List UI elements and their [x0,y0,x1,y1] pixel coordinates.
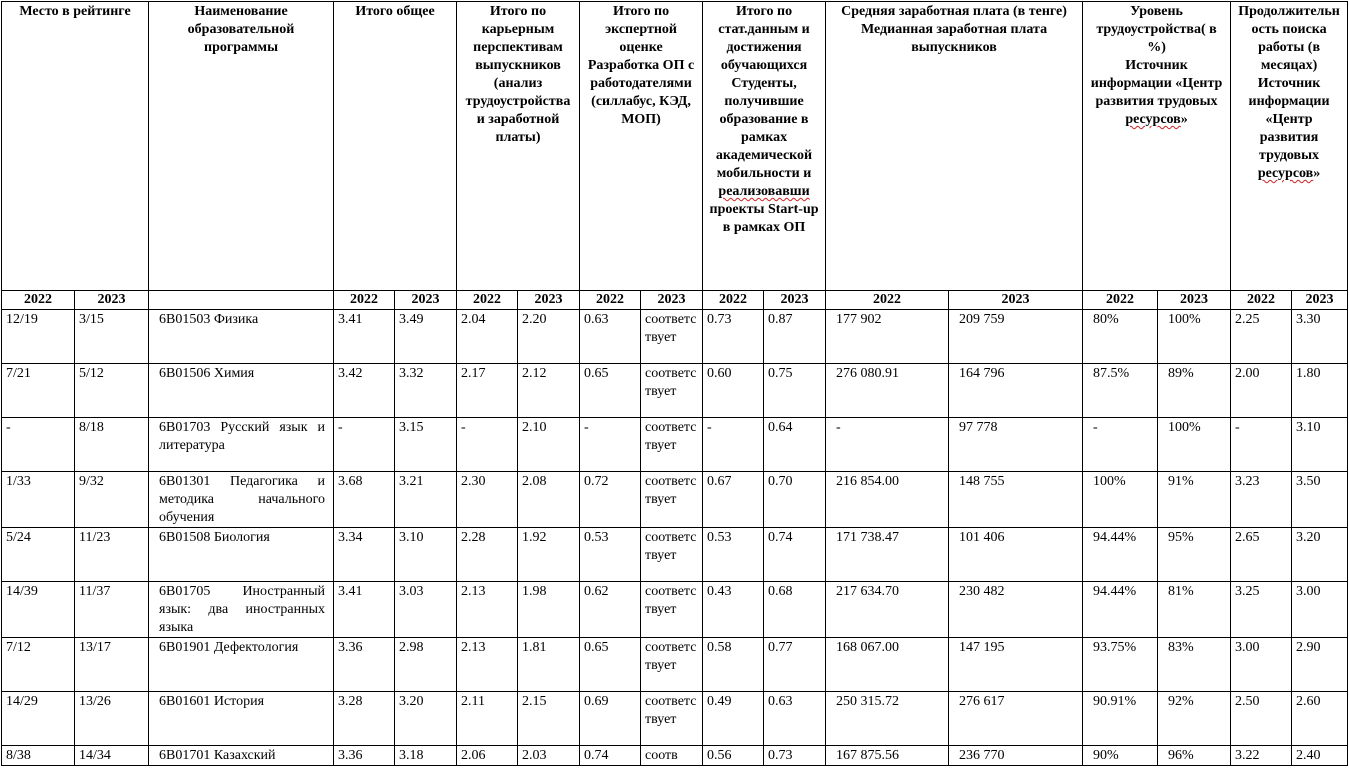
cell-search-22: 3.25 [1231,582,1292,638]
cell-employ-22: - [1083,418,1158,472]
cell-place-23: 13/26 [75,692,149,746]
header-program-name: Наименование образовательной программы [149,2,334,291]
header-stat: Итого по стат.данным и достижения обучающихся Студенты, получившие образование в рамках академической мобильности и реализовавши проекты Start-up в рамках ОП [703,2,826,291]
cell-stat-22: 0.43 [703,582,764,638]
cell-career-22: - [457,418,518,472]
cell-expert-22: 0.65 [580,364,641,418]
cell-search-23: 3.00 [1292,582,1348,638]
table-row [2,418,1348,472]
cell-employ-22: 100% [1083,472,1158,528]
cell-total-23: 3.20 [395,692,457,746]
year-header: 2022 [826,291,949,310]
cell-career-23: 1.92 [518,528,580,582]
cell-place-22: 8/38 [2,746,75,766]
cell-total-23: 2.98 [395,638,457,692]
cell-employ-23: 89% [1158,364,1231,418]
year-header: 2023 [949,291,1083,310]
cell-salary-22: 171 738.47 [826,528,949,582]
cell-total-22: 3.42 [334,364,395,418]
cell-employ-23: 92% [1158,692,1231,746]
cell-name: 6В01701 Казахский [149,746,334,766]
cell-total-22: 3.41 [334,582,395,638]
header-place: Место в рейтинге [2,2,149,291]
year-header: 2023 [1158,291,1231,310]
cell-career-23: 2.08 [518,472,580,528]
cell-employ-22: 87.5% [1083,364,1158,418]
cell-expert-22: 0.62 [580,582,641,638]
cell-employ-23: 100% [1158,310,1231,364]
cell-place-23: 13/17 [75,638,149,692]
cell-expert-23: соответствует [641,528,703,582]
cell-stat-22: 0.49 [703,692,764,746]
cell-total-22: 3.28 [334,692,395,746]
cell-name: 6В01901 Дефектология [149,638,334,692]
cell-expert-23: соответствует [641,310,703,364]
cell-employ-23: 95% [1158,528,1231,582]
cell-stat-22: - [703,418,764,472]
cell-total-22: - [334,418,395,472]
cell-place-23: 3/15 [75,310,149,364]
table-row [2,638,1348,692]
cell-search-22: 3.23 [1231,472,1292,528]
cell-stat-22: 0.73 [703,310,764,364]
table-row [2,528,1348,582]
header-job-search: Продолжительность поиска работы (в месяцах) Источник информации «Центр развития трудовых ресурсов» [1231,2,1348,291]
cell-career-23: 2.20 [518,310,580,364]
table-row [2,472,1348,528]
year-header: 2022 [580,291,641,310]
cell-salary-22: 167 875.56 [826,746,949,766]
cell-salary-22: 276 080.91 [826,364,949,418]
cell-employ-23: 91% [1158,472,1231,528]
rating-table [1,1,1348,766]
cell-place-22: 12/19 [2,310,75,364]
cell-total-22: 3.41 [334,310,395,364]
cell-salary-23: 97 778 [949,418,1083,472]
cell-career-22: 2.17 [457,364,518,418]
cell-name: 6В01703 Русский язык и литература [149,418,334,472]
cell-employ-22: 90.91% [1083,692,1158,746]
cell-stat-23: 0.73 [764,746,826,766]
cell-name: 6В01705 Иностранный язык: два иностранных языка [149,582,334,638]
table-row [2,582,1348,638]
cell-stat-22: 0.53 [703,528,764,582]
cell-expert-22: 0.74 [580,746,641,766]
cell-place-23: 14/34 [75,746,149,766]
cell-employ-23: 96% [1158,746,1231,766]
cell-employ-22: 80% [1083,310,1158,364]
header-employment: Уровень трудоустройства( в %) Источник информации «Центр развития трудовых ресурсов» [1083,2,1231,291]
cell-name: 6В01503 Физика [149,310,334,364]
cell-search-23: 3.30 [1292,310,1348,364]
cell-stat-23: 0.63 [764,692,826,746]
year-header: 2023 [1292,291,1348,310]
year-header: 2022 [457,291,518,310]
cell-search-22: 2.00 [1231,364,1292,418]
cell-expert-22: 0.63 [580,310,641,364]
cell-expert-22: 0.69 [580,692,641,746]
cell-salary-22: 168 067.00 [826,638,949,692]
cell-salary-22: 216 854.00 [826,472,949,528]
cell-search-23: 3.50 [1292,472,1348,528]
cell-stat-23: 0.68 [764,582,826,638]
cell-total-22: 3.36 [334,746,395,766]
cell-salary-23: 236 770 [949,746,1083,766]
cell-total-22: 3.34 [334,528,395,582]
cell-expert-22: 0.65 [580,638,641,692]
cell-career-22: 2.28 [457,528,518,582]
year-header: 2022 [703,291,764,310]
year-header: 2023 [395,291,457,310]
cell-employ-22: 93.75% [1083,638,1158,692]
cell-expert-23: соответствует [641,472,703,528]
cell-total-23: 3.15 [395,418,457,472]
cell-place-22: 14/29 [2,692,75,746]
header-salary: Средняя заработная плата (в тенге) Медианная заработная плата выпускников [826,2,1083,291]
year-header: 2023 [75,291,149,310]
table-row [2,364,1348,418]
cell-career-22: 2.13 [457,638,518,692]
cell-career-23: 2.10 [518,418,580,472]
cell-name: 6В01301 Педагогика и методика начального обучения [149,472,334,528]
cell-salary-22: 250 315.72 [826,692,949,746]
cell-salary-23: 230 482 [949,582,1083,638]
cell-salary-22: 217 634.70 [826,582,949,638]
empty-header-cell [149,291,334,310]
cell-career-22: 2.30 [457,472,518,528]
cell-search-22: - [1231,418,1292,472]
cell-salary-23: 147 195 [949,638,1083,692]
cell-total-23: 3.10 [395,528,457,582]
cell-career-23: 2.15 [518,692,580,746]
header-expert: Итого по экспертной оценке Разработка ОП с работодателями (силлабус, КЭД, МОП) [580,2,703,291]
cell-employ-23: 81% [1158,582,1231,638]
cell-total-23: 3.49 [395,310,457,364]
cell-stat-23: 0.77 [764,638,826,692]
cell-search-23: 2.90 [1292,638,1348,692]
cell-search-22: 3.22 [1231,746,1292,766]
cell-stat-23: 0.64 [764,418,826,472]
year-header: 2023 [764,291,826,310]
cell-search-23: 3.10 [1292,418,1348,472]
cell-place-22: 7/12 [2,638,75,692]
cell-stat-22: 0.58 [703,638,764,692]
cell-expert-23: соответствует [641,418,703,472]
cell-career-22: 2.06 [457,746,518,766]
cell-expert-23: соответствует [641,582,703,638]
cell-career-23: 1.98 [518,582,580,638]
cell-place-22: 1/33 [2,472,75,528]
cell-place-23: 11/37 [75,582,149,638]
cell-stat-23: 0.75 [764,364,826,418]
cell-stat-22: 0.60 [703,364,764,418]
cell-career-23: 2.12 [518,364,580,418]
table-row [2,746,1348,766]
cell-salary-23: 276 617 [949,692,1083,746]
cell-salary-22: - [826,418,949,472]
cell-employ-22: 94.44% [1083,582,1158,638]
table-row [2,692,1348,746]
year-header: 2022 [2,291,75,310]
cell-place-23: 5/12 [75,364,149,418]
cell-search-22: 3.00 [1231,638,1292,692]
cell-total-23: 3.18 [395,746,457,766]
cell-salary-23: 101 406 [949,528,1083,582]
cell-expert-23: соотв [641,746,703,766]
cell-expert-23: соответствует [641,638,703,692]
cell-employ-23: 100% [1158,418,1231,472]
cell-career-23: 1.81 [518,638,580,692]
cell-place-22: 5/24 [2,528,75,582]
cell-search-23: 1.80 [1292,364,1348,418]
header-career: Итого по карьерным перспективам выпускников (анализ трудоустройства и заработной платы) [457,2,580,291]
cell-total-22: 3.68 [334,472,395,528]
cell-search-23: 2.40 [1292,746,1348,766]
cell-total-23: 3.03 [395,582,457,638]
cell-expert-22: 0.72 [580,472,641,528]
cell-career-23: 2.03 [518,746,580,766]
cell-salary-23: 148 755 [949,472,1083,528]
year-header: 2023 [518,291,580,310]
cell-employ-22: 94.44% [1083,528,1158,582]
cell-place-23: 8/18 [75,418,149,472]
cell-employ-23: 83% [1158,638,1231,692]
cell-career-22: 2.11 [457,692,518,746]
cell-career-22: 2.13 [457,582,518,638]
cell-total-22: 3.36 [334,638,395,692]
cell-place-22: 7/21 [2,364,75,418]
cell-place-23: 11/23 [75,528,149,582]
cell-expert-22: 0.53 [580,528,641,582]
cell-career-22: 2.04 [457,310,518,364]
cell-search-22: 2.50 [1231,692,1292,746]
cell-salary-22: 177 902 [826,310,949,364]
cell-name: 6В01601 История [149,692,334,746]
cell-stat-22: 0.67 [703,472,764,528]
cell-name: 6В01506 Химия [149,364,334,418]
cell-employ-22: 90% [1083,746,1158,766]
cell-stat-23: 0.74 [764,528,826,582]
cell-expert-23: соответствует [641,364,703,418]
cell-stat-22: 0.56 [703,746,764,766]
year-header: 2022 [1231,291,1292,310]
year-header: 2022 [1083,291,1158,310]
cell-stat-23: 0.70 [764,472,826,528]
cell-search-22: 2.25 [1231,310,1292,364]
cell-place-22: 14/39 [2,582,75,638]
cell-expert-22: - [580,418,641,472]
cell-search-23: 2.60 [1292,692,1348,746]
cell-expert-23: соответствует [641,692,703,746]
cell-salary-23: 209 759 [949,310,1083,364]
cell-place-22: - [2,418,75,472]
table-row [2,310,1348,364]
cell-search-22: 2.65 [1231,528,1292,582]
cell-total-23: 3.21 [395,472,457,528]
year-header: 2023 [641,291,703,310]
cell-salary-23: 164 796 [949,364,1083,418]
cell-search-23: 3.20 [1292,528,1348,582]
header-total: Итого общее [334,2,457,291]
cell-name: 6В01508 Биология [149,528,334,582]
year-header: 2022 [334,291,395,310]
cell-total-23: 3.32 [395,364,457,418]
cell-stat-23: 0.87 [764,310,826,364]
cell-place-23: 9/32 [75,472,149,528]
